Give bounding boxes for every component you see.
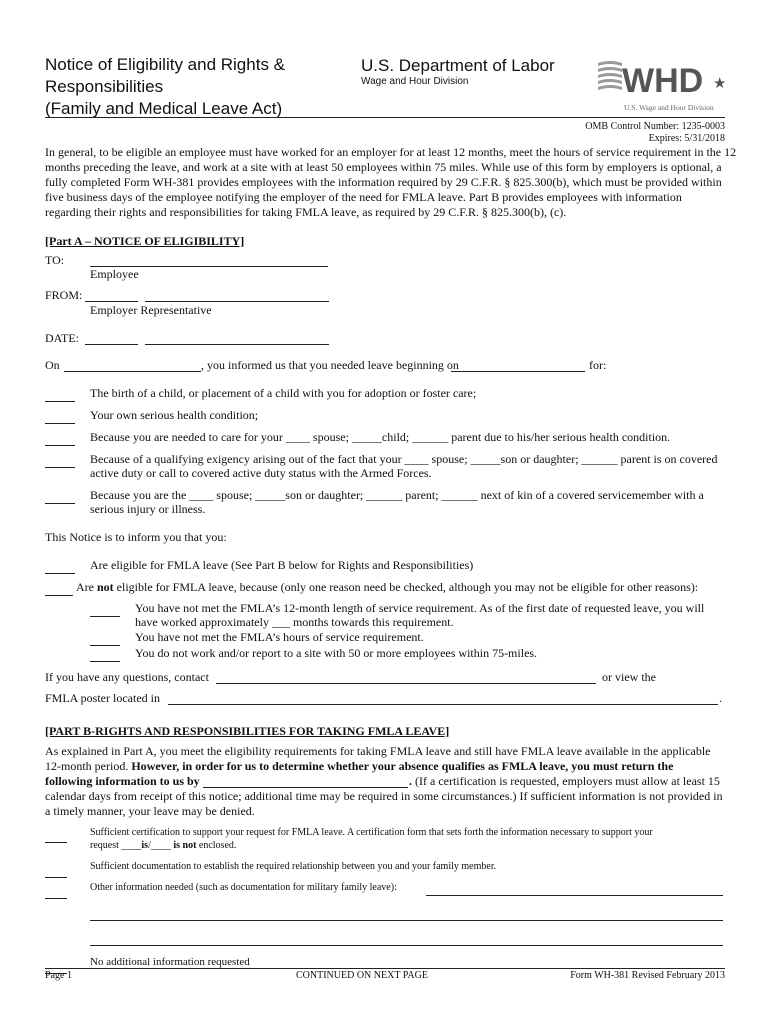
intro-line-4: five business days of the employee notifying the employer of the need for FMLA leave. Part B provides employees with information [45, 190, 682, 204]
form-title-line-2: Responsibilities [45, 77, 164, 96]
return-by-label: following information to us by [45, 774, 200, 788]
site-employees-text: You do not work and/or report to a site with 50 or more employees within 75-miles. [135, 646, 538, 660]
part-b-heading: [PART B-RIGHTS AND RESPONSIBILITIES FOR TAKING FMLA LEAVE] [45, 724, 450, 738]
for-label: for: [589, 358, 607, 372]
not-eligible-text [76, 580, 698, 595]
page-number: Page 1 [45, 970, 72, 981]
intro-line-1: In general, to be eligible an employee must have worked for an employer for at least 12 months, meet the hours of service requirement in the 12 [45, 145, 737, 159]
part-b-para-line-1: As explained in Part A, you meet the eligibility requirements for taking FMLA leave and still have FMLA leave available in the applicable [45, 744, 711, 758]
not-eligible-reason-text: eligible for FMLA leave, because (only one reason need be checked, although you may not be eligible for other reasons): [113, 580, 699, 594]
omb-expiration: Expires: 5/31/2018 [648, 133, 725, 144]
footer-rule [45, 968, 725, 969]
length-of-service-checkbox[interactable] [90, 603, 120, 617]
notice-date-field[interactable] [64, 358, 201, 372]
leave-start-date-field[interactable] [451, 358, 585, 372]
form-title-line-1: Notice of Eligibility and Rights & [45, 55, 286, 74]
header-rule [45, 117, 725, 118]
poster-location-field[interactable] [168, 691, 718, 705]
hours-of-service-checkbox[interactable] [90, 632, 120, 646]
is-label: is [141, 840, 149, 851]
to-label: TO: [45, 253, 65, 267]
division-name: Wage and Hour Division [361, 76, 469, 87]
part-a-heading: [Part A – NOTICE OF ELIGIBILITY] [45, 234, 245, 248]
intro-line-3: fully completed Form WH-381 provides employees with the information required by 29 C.F.R. § 825.300(b), which must be provided within [45, 175, 722, 189]
reason-own-health-text: Your own serious health condition; [90, 408, 259, 422]
reason-servicemember-text-2: serious injury or illness. [90, 502, 206, 516]
date-label: DATE: [45, 331, 79, 345]
reason-exigency-text-1: Because of a qualifying exigency arising out of the fact that your ____ spouse; _____son or daughter; ______ parent is on covered [90, 452, 718, 466]
omb-control-number: OMB Control Number: 1235-0003 [585, 121, 725, 132]
period-text: 12-month period. [45, 759, 132, 773]
part-b-para-line-5: a timely manner, your leave may be denied. [45, 804, 255, 818]
informed-text: , you informed us that you needed leave beginning on [201, 358, 459, 372]
certification-text-2 [90, 840, 236, 851]
return-by-date-field[interactable] [203, 774, 408, 788]
enclosed-label: enclosed. [196, 840, 237, 851]
reason-own-health-checkbox[interactable] [45, 410, 75, 424]
reason-care-checkbox[interactable] [45, 432, 75, 446]
eligible-checkbox[interactable] [45, 560, 75, 574]
documentation-checkbox[interactable] [45, 864, 67, 878]
from-label: FROM: [45, 288, 83, 302]
logo-text: WHD [622, 62, 704, 100]
form-revision: Form WH-381 Revised February 2013 [570, 970, 725, 981]
certification-text-1: Sufficient certification to support your request for FMLA leave. A certification form that sets forth the information necessary to support your [90, 827, 653, 838]
is-separator: /____ [148, 840, 174, 851]
part-b-para-line-2 [45, 759, 673, 774]
department-name: U.S. Department of Labor [361, 56, 555, 75]
other-info-text: Other information needed (such as documentation for military family leave): [90, 882, 397, 893]
or-view-text: or view the [602, 670, 656, 684]
whd-logo [592, 55, 732, 117]
reason-care-text: Because you are needed to care for your ____ spouse; _____child; ______ parent due to his/her serious health condition. [90, 430, 671, 444]
on-label: On [45, 358, 60, 372]
not-label: not [97, 580, 114, 594]
site-employees-checkbox[interactable] [90, 648, 120, 662]
other-info-field-3[interactable] [90, 932, 723, 946]
eligible-text: Are eligible for FMLA leave (See Part B below for Rights and Responsibilities) [90, 558, 474, 572]
reason-birth-text: The birth of a child, or placement of a child with you for adoption or foster care; [90, 386, 477, 400]
logo-caption: U.S. Wage and Hour Division [624, 103, 714, 112]
reason-servicemember-checkbox[interactable] [45, 490, 75, 504]
part-b-para-line-4: calendar days from receipt of this notice; additional time may be required in some circumstances.) If sufficient information is not provided in [45, 789, 723, 803]
reason-servicemember-text-1: Because you are the ____ spouse; _____son or daughter; ______ parent; ______ next of kin of a covered servicemember with a [90, 488, 704, 502]
poster-period: . [719, 691, 722, 705]
form-title-line-3: (Family and Medical Leave Act) [45, 99, 283, 118]
from-field-1[interactable] [85, 288, 138, 302]
is-not-label: is not [173, 840, 197, 851]
employer-representative-label: Employer Representative [90, 303, 212, 317]
documentation-text: Sufficient documentation to establish the required relationship between you and your family member. [90, 861, 497, 872]
reason-exigency-checkbox[interactable] [45, 454, 75, 468]
length-of-service-text-2: have worked approximately ___ months towards this requirement. [135, 615, 454, 629]
reason-birth-checkbox[interactable] [45, 388, 75, 402]
other-info-checkbox[interactable] [45, 885, 67, 899]
are-label: Are [76, 580, 94, 594]
intro-line-2: months preceding the leave, and work at a site with at least 50 employees within 75 miles. While use of this form by employers is optional, a [45, 160, 722, 174]
poster-location-label: FMLA poster located in [45, 691, 160, 705]
part-b-para-line-3 [45, 774, 200, 789]
return-by-period: . [409, 774, 412, 788]
flag-stripes [598, 61, 622, 90]
employee-name-field[interactable] [90, 253, 328, 267]
hours-of-service-text: You have not met the FMLA’s hours of service requirement. [135, 630, 424, 644]
no-info-text: No additional information requested [90, 956, 250, 968]
notice-intro-text: This Notice is to inform you that you: [45, 530, 227, 544]
certification-request-label: request ____ [90, 840, 142, 851]
intro-line-5: regarding their rights and responsibilities for taking FMLA leave, as required by 29 C.F.R. § 825.300(b), (c). [45, 205, 567, 219]
other-info-field-2[interactable] [90, 907, 723, 921]
length-of-service-text-1: You have not met the FMLA’s 12-month length of service requirement. As of the first date of requested leave, you will [135, 601, 705, 615]
from-field-2[interactable] [145, 288, 329, 302]
continued-notice: CONTINUED ON NEXT PAGE [296, 970, 428, 981]
questions-text: If you have any questions, contact [45, 670, 209, 684]
not-eligible-checkbox[interactable] [45, 582, 73, 596]
reason-exigency-text-2: active duty or call to covered active duty status with the Armed Forces. [90, 466, 432, 480]
date-field-1[interactable] [85, 331, 138, 345]
employee-label: Employee [90, 267, 139, 281]
part-b-para-line-3-rest [409, 774, 720, 789]
return-info-notice: However, in order for us to determine whether your absence qualifies as FMLA leave, you must return the [131, 759, 674, 773]
star-icon: ★ [713, 74, 727, 92]
date-field-2[interactable] [145, 331, 329, 345]
certification-checkbox[interactable] [45, 829, 67, 843]
contact-field[interactable] [216, 670, 596, 684]
other-info-field-1[interactable] [426, 882, 723, 896]
certification-note: (If a certification is requested, employers must allow at least 15 [412, 774, 720, 788]
